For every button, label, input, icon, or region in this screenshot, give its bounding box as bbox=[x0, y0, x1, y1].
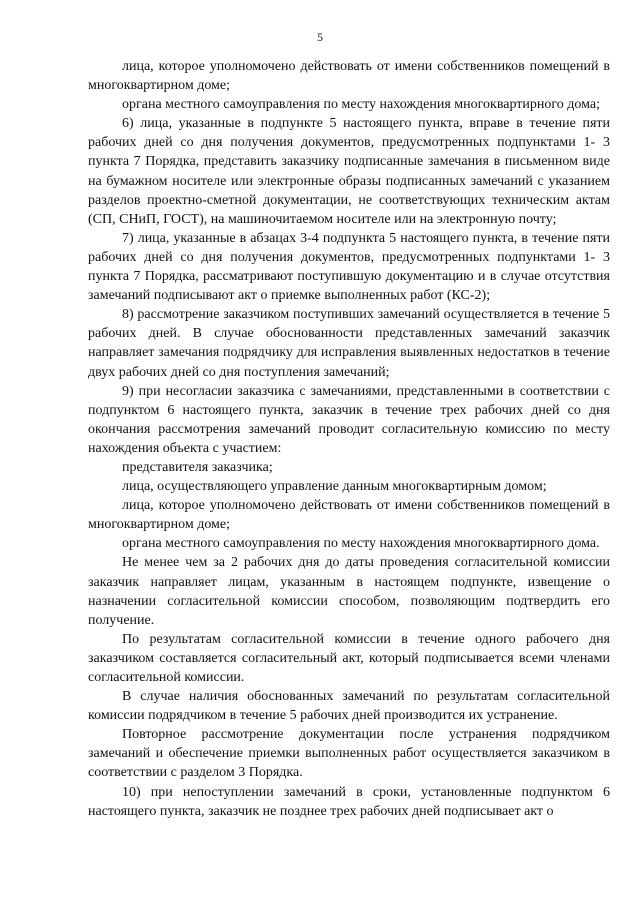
paragraph: лица, которое уполномочено действовать от имени собственников помещений в многоквартирном доме; bbox=[88, 59, 610, 94]
paragraph: Не менее чем за 2 рабочих дня до даты проведения согласительной комиссии заказчик направляет лицам, указанным в настоящем подпункте, извещение о назначении согласительной комиссии способом, позволяющим подтвердить его получение. bbox=[88, 555, 610, 628]
page-number: 5 bbox=[317, 30, 323, 44]
paragraph: 6) лица, указанные в подпункте 5 настоящего пункта, вправе в течение пяти рабочих дней со дня получения документов, предусмотренных подпунктами 1- 3 пункта 7 Порядка, представить заказчику подписанные замечания в письменном виде на бумажном носителе или электронные образы подписанных замечаний с указанием разделов проектно-сметной документации, не соответствующих техническим актам (СП, СНиП, ГОСТ), на машиночитаемом носителе или на электронную почту; bbox=[88, 116, 610, 227]
paragraph: лица, осуществляющего управление данным многоквартирным домом; bbox=[122, 479, 547, 495]
paragraph: органа местного самоуправления по месту нахождения многоквартирного дома. bbox=[122, 536, 600, 552]
paragraph: представителя заказчика; bbox=[122, 459, 273, 475]
paragraph: Повторное рассмотрение документации после устранения подрядчиком замечаний и обеспечение приемки выполненных работ осуществляется заказчиком в соответствии с разделом 3 Порядка. bbox=[88, 727, 610, 781]
paragraph: органа местного самоуправления по месту нахождения многоквартирного дома; bbox=[122, 97, 601, 113]
paragraph: 9) при несогласии заказчика с замечаниями, представленными в соответствии с подпунктом 6 настоящего пункта, заказчик в течение трех рабочих дней со дня окончания рассмотрения замечаний проводит согласительную комиссию по месту нахождения объекта с участием: bbox=[88, 383, 610, 456]
paragraph: По результатам согласительной комиссии в течение одного рабочего дня заказчиком составляется согласительный акт, который подписывается всеми членами согласительной комиссии. bbox=[88, 631, 610, 685]
paragraph: лица, которое уполномочено действовать от имени собственников помещений в многоквартирном доме; bbox=[88, 498, 610, 533]
paragraph: 8) рассмотрение заказчиком поступивших замечаний осуществляется в течение 5 рабочих дней. В случае обоснованности представленных замечаний заказчик направляет замечания подрядчику для исправления выявленных недостатков в течение двух рабочих дней со дня поступления замечаний; bbox=[88, 307, 610, 380]
paragraph: 7) лица, указанные в абзацах 3-4 подпункта 5 настоящего пункта, в течение пяти рабочих дней со дня получения документов, предусмотренных подпунктами 1- 3 пункта 7 Порядка, рассматривают поступившую документацию и в случае отсутствия замечаний подписывают акт о приемке выполненных работ (КС-2); bbox=[88, 230, 610, 304]
document-body bbox=[88, 57, 610, 821]
paragraph: В случае наличия обоснованных замечаний по результатам согласительной комиссии подрядчиком в течение 5 рабочих дней производится их устранение. bbox=[88, 689, 610, 724]
paragraph: 10) при непоступлении замечаний в сроки, установленные подпунктом 6 настоящего пункта, заказчик не позднее трех рабочих дней подписывает акт о bbox=[88, 784, 610, 819]
